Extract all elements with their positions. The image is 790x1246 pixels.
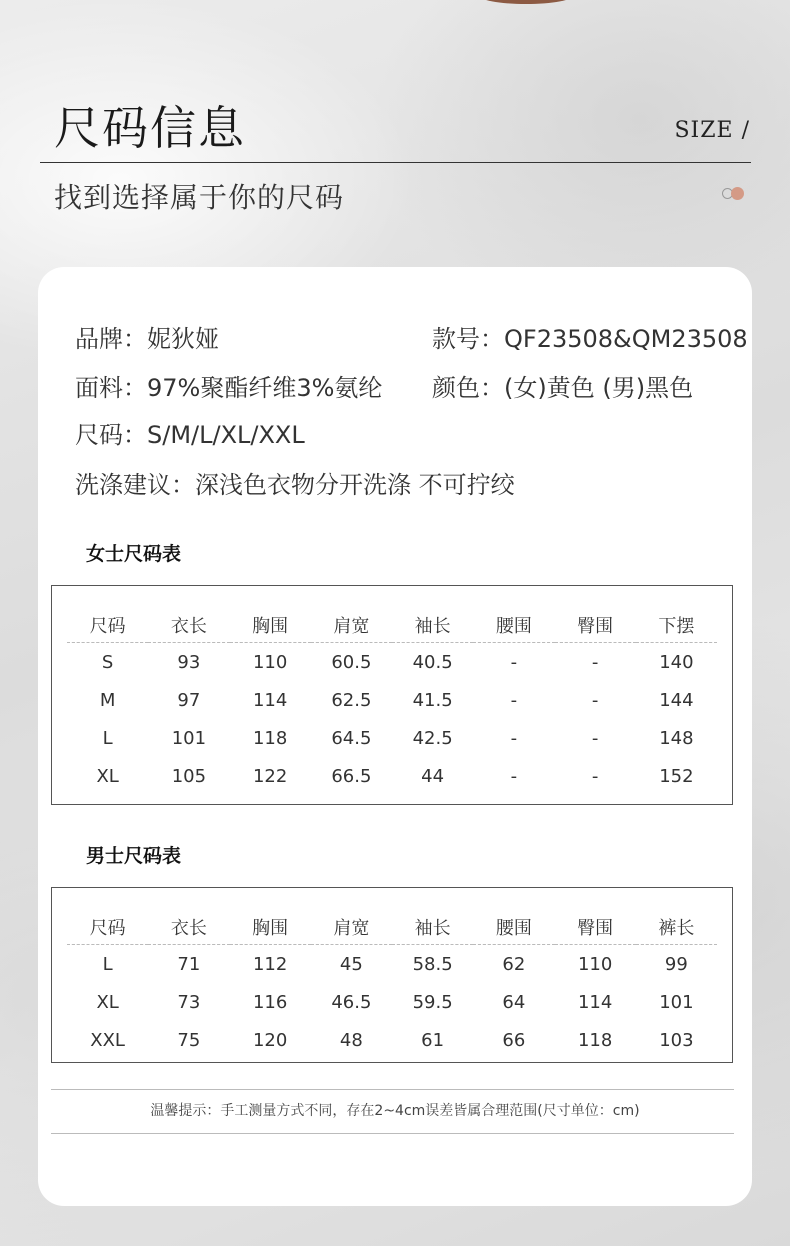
table-row [67, 983, 717, 1021]
men-size-table [67, 906, 717, 1059]
column-header: 胸围 [230, 906, 311, 945]
filled-dot-icon [731, 187, 744, 200]
table-row [67, 945, 717, 984]
column-header: 袖长 [392, 604, 473, 643]
size-label: SIZE / [674, 118, 750, 143]
table-cell: 144 [659, 689, 694, 711]
table-cell: 116 [252, 991, 288, 1013]
table-cell: XXL [90, 1029, 125, 1051]
table-header-row [67, 906, 717, 945]
note-top-divider [51, 1089, 734, 1090]
table-cell: 75 [177, 1029, 201, 1051]
table-row [67, 1021, 717, 1059]
table-cell: L [102, 727, 113, 749]
table-cell: 64 [502, 991, 526, 1013]
table-cell: 105 [171, 765, 207, 787]
table-cell: 93 [177, 651, 201, 673]
decorative-top-shape [478, 0, 574, 4]
table-cell: 42.5 [412, 727, 453, 749]
table-cell: 40.5 [412, 651, 453, 673]
table-cell: - [510, 727, 518, 749]
column-header: 尺码 [67, 604, 148, 643]
table-cell: 114 [577, 991, 613, 1013]
column-header: 肩宽 [311, 906, 392, 945]
table-cell: M [99, 689, 116, 711]
women-size-table-box [51, 585, 733, 805]
fabric-info: 面料：97%聚酯纤维3%氨纶 [75, 374, 383, 402]
table-cell: XL [96, 765, 119, 787]
color-info: 颜色：(女)黄色 (男)黑色 [432, 374, 694, 402]
column-header: 腰围 [473, 604, 554, 643]
table-cell: 58.5 [412, 953, 453, 975]
table-cell: - [510, 689, 518, 711]
table-cell: - [591, 765, 599, 787]
table-cell: 110 [577, 953, 613, 975]
sizes-info: 尺码：S/M/L/XL/XXL [75, 421, 305, 449]
decorative-dots-icon [722, 186, 748, 202]
table-cell: 152 [659, 765, 694, 787]
column-header: 臀围 [555, 906, 636, 945]
table-cell: 97 [177, 689, 201, 711]
table-cell: 66 [502, 1029, 526, 1051]
table-cell: 64.5 [331, 727, 372, 749]
page-title: 尺码信息 [54, 101, 246, 155]
table-row [67, 681, 717, 719]
table-cell: 44 [421, 765, 445, 787]
table-cell: S [101, 651, 114, 673]
women-size-chart-title: 女士尺码表 [86, 543, 182, 565]
size-info-card [38, 267, 752, 1206]
measurement-note: 温馨提示：手工测量方式不同，存在2~4cm误差皆属合理范围(尺寸单位：cm) [150, 1103, 640, 1119]
table-cell: 101 [171, 727, 207, 749]
table-cell: 66.5 [331, 765, 372, 787]
table-cell: 99 [664, 953, 688, 975]
table-cell: - [510, 651, 518, 673]
table-cell: 41.5 [412, 689, 453, 711]
column-header: 裤长 [636, 906, 717, 945]
column-header: 胸围 [230, 604, 311, 643]
table-cell: 46.5 [331, 991, 372, 1013]
table-cell: 112 [252, 953, 288, 975]
table-cell: - [591, 727, 599, 749]
table-row [67, 719, 717, 757]
table-cell: 62 [502, 953, 526, 975]
header-divider [40, 162, 751, 163]
note-bottom-divider [51, 1133, 734, 1134]
brand-info: 品牌：妮狄娅 [75, 325, 219, 353]
column-header: 腰围 [473, 906, 554, 945]
men-size-chart-title: 男士尺码表 [86, 845, 182, 867]
table-cell: 101 [659, 991, 694, 1013]
table-cell: 148 [659, 727, 694, 749]
page-subtitle: 找到选择属于你的尺码 [54, 181, 345, 214]
column-header: 衣长 [148, 906, 229, 945]
table-cell: - [510, 765, 518, 787]
column-header: 下摆 [636, 604, 717, 643]
table-cell: - [591, 651, 599, 673]
column-header: 尺码 [67, 906, 148, 945]
table-cell: 122 [252, 765, 288, 787]
table-cell: 103 [659, 1029, 694, 1051]
washing-info: 洗涤建议：深浅色衣物分开洗涤 不可拧绞 [75, 471, 515, 499]
women-size-table [67, 604, 717, 795]
table-cell: L [102, 953, 113, 975]
table-cell: XL [96, 991, 119, 1013]
table-cell: 120 [252, 1029, 288, 1051]
table-cell: 45 [339, 953, 363, 975]
table-cell: 118 [577, 1029, 613, 1051]
column-header: 肩宽 [311, 604, 392, 643]
men-size-table-box [51, 887, 733, 1063]
table-cell: 61 [421, 1029, 445, 1051]
table-cell: 73 [177, 991, 201, 1013]
style-number-info: 款号：QF23508&QM23508 [432, 325, 748, 353]
table-cell: - [591, 689, 599, 711]
table-cell: 114 [252, 689, 288, 711]
table-cell: 140 [659, 651, 694, 673]
table-cell: 110 [252, 651, 288, 673]
table-header-row [67, 604, 717, 643]
table-cell: 71 [177, 953, 201, 975]
table-cell: 48 [339, 1029, 363, 1051]
column-header: 袖长 [392, 906, 473, 945]
column-header: 衣长 [148, 604, 229, 643]
table-row [67, 757, 717, 795]
table-cell: 62.5 [331, 689, 372, 711]
column-header: 臀围 [555, 604, 636, 643]
table-cell: 118 [252, 727, 288, 749]
table-row [67, 643, 717, 682]
table-cell: 59.5 [412, 991, 453, 1013]
table-cell: 60.5 [331, 651, 372, 673]
